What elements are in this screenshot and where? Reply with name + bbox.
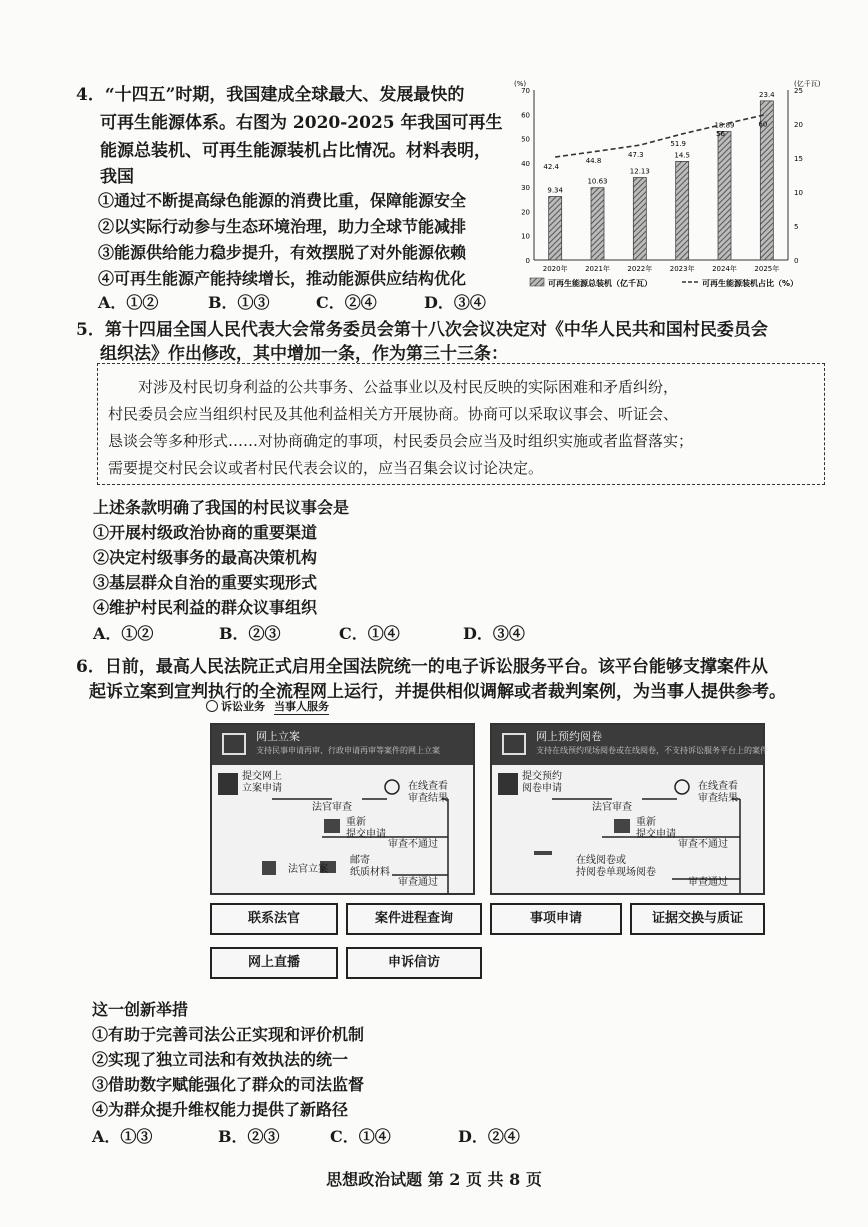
p1-step-resubmit-2: 提交申请: [346, 829, 386, 840]
p2-step-approved: 审查通过: [688, 877, 728, 888]
online-filing-header: [212, 725, 473, 765]
q6-item-1: ①有助于完善司法公正实现和评价机制: [92, 1025, 365, 1044]
litigation-icon: [206, 700, 218, 712]
q4-item-4: ④可再生能源产能持续增长，推动能源供应结构优化: [98, 269, 467, 288]
p1-step-resubmit: 重新: [346, 817, 366, 828]
magnifier-icon: [385, 780, 399, 794]
document-icon: [324, 819, 340, 833]
q6-item-3: ③借助数字赋能强化了群众的司法监督: [92, 1075, 365, 1094]
q6-item-4: ④为群众提升维权能力提供了新路径: [92, 1100, 349, 1119]
q4-option-c: C．②④: [316, 293, 377, 312]
left-tick-label: 50: [521, 135, 530, 144]
p2-step-view-2: 审查结果: [698, 793, 738, 804]
online-reading-subtitle: 支持在线预约现场阅卷或在线阅卷，不支持诉讼服务平台上的案件: [536, 746, 768, 755]
p2-step-submit: 提交预约: [522, 771, 562, 782]
p2-step-review: 法官审查: [592, 802, 632, 813]
online-reading-panel: [490, 723, 768, 895]
line-label: 44.8: [585, 157, 602, 166]
p1-step-view-2: 审查结果: [408, 793, 448, 804]
x-tick-label: 2020年: [542, 265, 568, 273]
bar-label: 9.34: [547, 186, 563, 195]
bar-label: 23.4: [759, 90, 775, 99]
q5-stem-line-1: 5．第十四届全国人民代表大会常务委员会第十八次会议决定对《中华人民共和国村民委员会: [76, 320, 768, 340]
x-tick-label: 2025年: [754, 265, 780, 273]
q6-options: [92, 1124, 520, 1147]
petition-button[interactable]: 申诉信访: [346, 947, 482, 979]
q5-option-d: D．③④: [463, 624, 525, 643]
left-tick-label: 0: [525, 257, 530, 265]
magnifier-icon: [675, 780, 689, 794]
p2-step-view: 在线查看: [698, 781, 738, 792]
q6-option-b: B．②③: [218, 1127, 280, 1146]
bar-label: 10.63: [587, 177, 608, 186]
legend-bar-swatch: [530, 278, 544, 286]
q6-option-a: A．①③: [92, 1127, 153, 1146]
q5-option-a: A．①②: [93, 624, 154, 643]
left-tick-label: 70: [521, 87, 530, 95]
bar-label: 14.5: [674, 151, 690, 160]
evidence-exchange-button[interactable]: 证据交换与质证: [630, 903, 765, 935]
left-tick-label: 20: [521, 208, 530, 217]
q5-options: [93, 621, 525, 644]
book-icon: [534, 851, 552, 855]
legend-line-label: 可再生能源装机占比（%）: [702, 279, 799, 288]
q4-item-3: ③能源供给能力稳步提升，有效摆脱了对外能源依赖: [98, 243, 467, 262]
q4-options: [98, 290, 486, 313]
p2-step-resubmit-2: 提交申请: [636, 829, 676, 840]
right-tick-label: 20: [794, 121, 803, 129]
q4-item-2: ②以实际行动参与生态环境治理，助力全球节能减排: [98, 217, 467, 236]
p2-step-read-2: 持阅卷单现场阅卷: [576, 867, 656, 878]
contact-judge-button[interactable]: 联系法官: [210, 903, 338, 935]
folder-icon: [218, 773, 238, 795]
p1-step-mail: 邮寄: [350, 855, 370, 866]
line-label: 51.9: [670, 139, 686, 148]
q5-item-4: ④维护村民利益的群众议事组织: [93, 598, 318, 617]
q4-option-b: B．①③: [208, 293, 270, 312]
left-axis-unit: (%): [514, 80, 527, 88]
left-tick-label: 30: [521, 184, 530, 193]
p2-step-resubmit: 重新: [636, 817, 656, 828]
p1-step-view: 在线查看: [408, 781, 448, 792]
p1-step-mail-2: 纸质材料: [350, 867, 390, 878]
q5-box-line-2: 村民委员会应当组织村民及其他利益相关方开展协商。协商可以采取议事会、听证会、: [108, 405, 679, 423]
right-tick-label: 25: [794, 87, 803, 95]
right-tick-label: 15: [794, 155, 803, 163]
p1-step-filed: 法官立案: [288, 864, 328, 875]
line-label: 56: [716, 130, 725, 138]
q6-option-d: D．②④: [458, 1127, 520, 1146]
tab-litigation[interactable]: 诉讼业务: [221, 700, 265, 713]
page-footer: 思想政治试题 第 2 页 共 8 页: [326, 1170, 542, 1189]
q6-stem-line-2: 起诉立案到宣判执行的全流程网上运行，并提供相似调解或者裁判案例，为当事人提供参考。: [89, 682, 786, 702]
online-filing-title: 网上立案: [256, 730, 300, 743]
bar: [591, 188, 604, 260]
left-tick-label: 40: [521, 159, 530, 168]
q4-stem-line-1: 4．“十四五”时期，我国建成全球最大、发展最快的: [76, 85, 465, 105]
file-icon: [502, 733, 526, 755]
line-label: 60: [758, 120, 768, 129]
right-tick-label: 5: [794, 223, 799, 231]
p1-step-rejected: 审查不通过: [388, 839, 438, 850]
q5-box-line-4: 需要提交村民会议或者村民代表会议的，应当召集会议讨论决定。: [108, 459, 544, 477]
online-filing-subtitle: 支持民事申请再审、行政申请再审等案件的网上立案: [256, 746, 440, 755]
bar: [549, 196, 562, 260]
live-stream-button[interactable]: 网上直播: [210, 947, 338, 979]
left-tick-label: 60: [521, 111, 530, 120]
q5-quote-box: [97, 363, 825, 485]
p1-step-review: 法官审查: [312, 802, 352, 813]
q4-stem-line-3: 能源总装机、可再生能源装机占比情况。材料表明，: [100, 141, 491, 161]
left-tick-label: 10: [521, 232, 530, 241]
right-tick-label: 0: [794, 257, 799, 265]
folder-icon: [498, 773, 518, 795]
x-tick-label: 2023年: [669, 265, 695, 273]
q6-stem-line-1: 6．日前，最高人民法院正式启用全国法院统一的电子诉讼服务平台。该平台能够支撑案件从: [76, 657, 768, 677]
bar: [633, 178, 646, 260]
bar-label: 18.89: [714, 121, 735, 130]
case-progress-button[interactable]: 案件进程查询: [346, 903, 482, 935]
document-icon: [614, 819, 630, 833]
p2-step-read: 在线阅卷或: [576, 855, 626, 866]
line-label: 42.4: [543, 163, 559, 172]
q5-box-line-3: 恳谈会等多种形式……对协商确定的事项，村民委员会应当及时组织实施或者监督落实；: [108, 432, 694, 450]
q6-option-c: C．①④: [330, 1127, 391, 1146]
q6-item-2: ②实现了独立司法和有效执法的统一: [92, 1050, 349, 1069]
x-tick-label: 2022年: [627, 265, 653, 273]
bar: [718, 132, 731, 260]
p2-step-rejected: 审查不通过: [678, 839, 728, 850]
matter-request-button[interactable]: 事项申请: [490, 903, 622, 935]
p1-step-submit: 提交网上: [242, 771, 282, 782]
online-reading-header: [492, 725, 768, 765]
bar: [676, 161, 689, 260]
p1-step-submit-2: 立案申请: [242, 783, 282, 794]
q5-item-1: ①开展村级政治协商的重要渠道: [93, 523, 318, 542]
tab-party-service[interactable]: 当事人服务: [274, 700, 329, 713]
q4-stem-line-2: 可再生能源体系。右图为 2020-2025 年我国可再生: [100, 113, 503, 133]
q4-option-d: D．③④: [424, 293, 486, 312]
q5-option-c: C．①④: [339, 624, 400, 643]
q5-item-3: ③基层群众自治的重要实现形式: [93, 573, 318, 592]
x-tick-label: 2024年: [712, 265, 737, 273]
q5-item-2: ②决定村级事务的最高决策机构: [93, 548, 318, 567]
computer-icon: [222, 733, 246, 755]
p2-step-submit-2: 阅卷申请: [522, 783, 562, 794]
q4-stem-line-4: 我国: [100, 167, 134, 187]
x-tick-label: 2021年: [585, 265, 610, 273]
online-filing-panel: [210, 723, 475, 895]
q5-box-line-1: 对涉及村民切身利益的公共事务、公益事业以及村民反映的实际困难和矛盾纠纷，: [138, 378, 679, 396]
line-label: 47.3: [628, 151, 644, 160]
q4-option-a: A．①②: [98, 293, 159, 312]
q5-question: 上述条款明确了我国的村民议事会是: [93, 498, 350, 517]
legend-bar-label: 可再生能源总装机（亿千瓦）: [548, 279, 652, 288]
bar-label: 12.13: [629, 167, 650, 176]
q6-question: 这一创新举措: [92, 1000, 189, 1019]
right-tick-label: 10: [794, 189, 803, 197]
court-icon: [262, 861, 276, 875]
q5-stem-line-2: 组织法》作出修改，其中增加一条，作为第三十三条：: [100, 344, 508, 364]
renewable-energy-chart: [510, 78, 840, 303]
q4-item-1: ①通过不断提高绿色能源的消费比重，保障能源安全: [98, 191, 467, 210]
q5-option-b: B．②③: [219, 624, 281, 643]
ratio-series-line: [555, 114, 767, 160]
p1-step-approved: 审查通过: [398, 877, 438, 888]
online-reading-title: 网上预约阅卷: [536, 730, 602, 743]
right-axis-unit: (亿千瓦): [794, 80, 821, 88]
